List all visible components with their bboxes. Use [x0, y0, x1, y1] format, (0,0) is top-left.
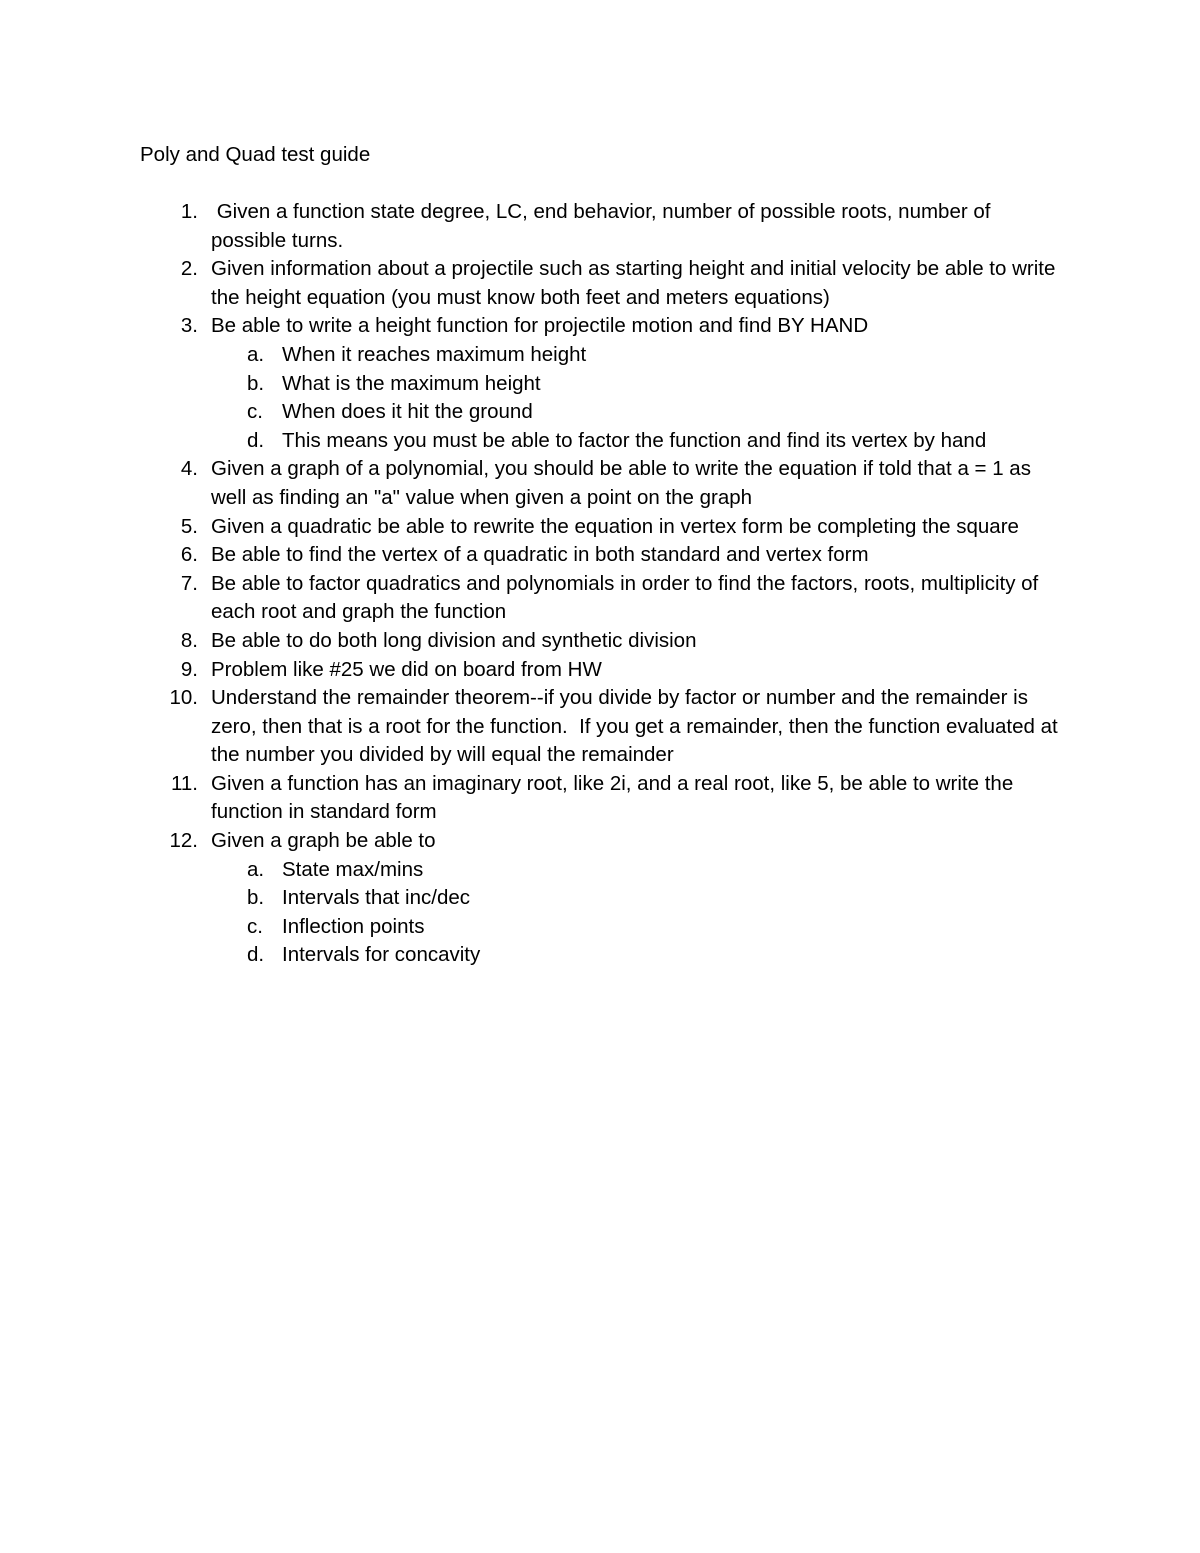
item-number: 9. — [180, 657, 198, 681]
item-text: Be able to find the vertex of a quadratic in both standard and vertex form — [211, 543, 869, 567]
item-text: Problem like #25 we did on board from HW — [211, 657, 602, 681]
sub-list-item — [211, 884, 1071, 913]
sub-item-text: What is the maximum height — [282, 371, 541, 395]
sub-item-letter: b. — [247, 886, 265, 910]
list-item — [0, 255, 1071, 312]
item-number: 7. — [180, 571, 198, 595]
list-item — [0, 684, 1071, 770]
item-number: 5. — [180, 514, 198, 538]
sub-item-text: When it reaches maximum height — [282, 342, 587, 366]
sub-item-text: Intervals that inc/dec — [282, 886, 471, 910]
list-item — [0, 541, 1071, 570]
item-number: 11. — [171, 771, 198, 795]
item-text: Be able to write a height function for projectile motion and find BY HAND — [211, 314, 869, 338]
sub-list-item — [211, 427, 1071, 456]
item-text: Given a graph be able to — [211, 829, 436, 853]
item-number: 2. — [180, 257, 198, 281]
list-item — [0, 627, 1071, 656]
sub-item-text: This means you must be able to factor the function and find its vertex by hand — [282, 428, 987, 452]
sub-list-item — [211, 341, 1071, 370]
sub-item-letter: d. — [247, 943, 265, 967]
sub-list — [211, 341, 1071, 455]
item-text: Given information about a projectile such as starting height and initial velocity be able to write the height equation (you must know both feet and meters equations) — [211, 257, 1056, 309]
study-guide-list — [0, 198, 1200, 970]
sub-item-text: When does it hit the ground — [282, 400, 533, 424]
item-text: Given a graph of a polynomial, you should be able to write the equation if told that a = 1 as well as finding an "a" value when given a point on the graph — [211, 457, 1031, 509]
list-item — [0, 656, 1071, 685]
sub-item-letter: b. — [247, 371, 265, 395]
item-text: Given a function has an imaginary root, like 2i, and a real root, like 5, be able to write the function in standard form — [211, 771, 1014, 824]
item-number: 8. — [180, 628, 198, 652]
sub-item-text: Inflection points — [282, 914, 425, 938]
item-number: 12. — [169, 829, 198, 853]
item-number: 3. — [180, 314, 198, 338]
list-item — [0, 770, 1071, 827]
list-item — [0, 312, 1071, 455]
list-item — [0, 455, 1071, 512]
item-text: Given a quadratic be able to rewrite the equation in vertex form be completing the square — [211, 514, 1019, 538]
item-text: Given a function state degree, LC, end behavior, number of possible roots, number of possible turns. — [211, 200, 997, 252]
item-text: Understand the remainder theorem--if you divide by factor or number and the remainder is zero, then that is a root for the function. If you get a remainder, then the function evaluated at the number you divided by will equal the remainder — [211, 686, 1064, 767]
sub-item-letter: a. — [247, 857, 265, 881]
sub-item-letter: d. — [247, 428, 265, 452]
sub-list-item — [211, 370, 1071, 399]
item-number: 1. — [180, 200, 198, 223]
document-title: Poly and Quad test guide — [140, 143, 371, 166]
item-number: 4. — [180, 457, 198, 481]
item-text: Be able to factor quadratics and polynomials in order to find the factors, roots, multiplicity of each root and graph the function — [211, 571, 1039, 624]
sub-item-letter: a. — [247, 342, 265, 366]
sub-list-item — [211, 398, 1071, 427]
sub-item-letter: c. — [247, 400, 263, 424]
list-item — [0, 513, 1071, 542]
sub-item-text: Intervals for concavity — [282, 943, 481, 967]
list-item — [0, 827, 1071, 970]
sub-item-letter: c. — [247, 914, 263, 938]
sub-list-item — [211, 941, 1071, 970]
item-number: 10. — [169, 686, 198, 710]
item-text: Be able to do both long division and synthetic division — [211, 628, 697, 652]
sub-list-item — [211, 856, 1071, 885]
sub-list-item — [211, 913, 1071, 942]
sub-list — [211, 856, 1071, 970]
item-number: 6. — [180, 543, 198, 567]
list-item — [0, 198, 1071, 255]
list-item — [0, 570, 1071, 627]
sub-item-text: State max/mins — [282, 857, 424, 881]
